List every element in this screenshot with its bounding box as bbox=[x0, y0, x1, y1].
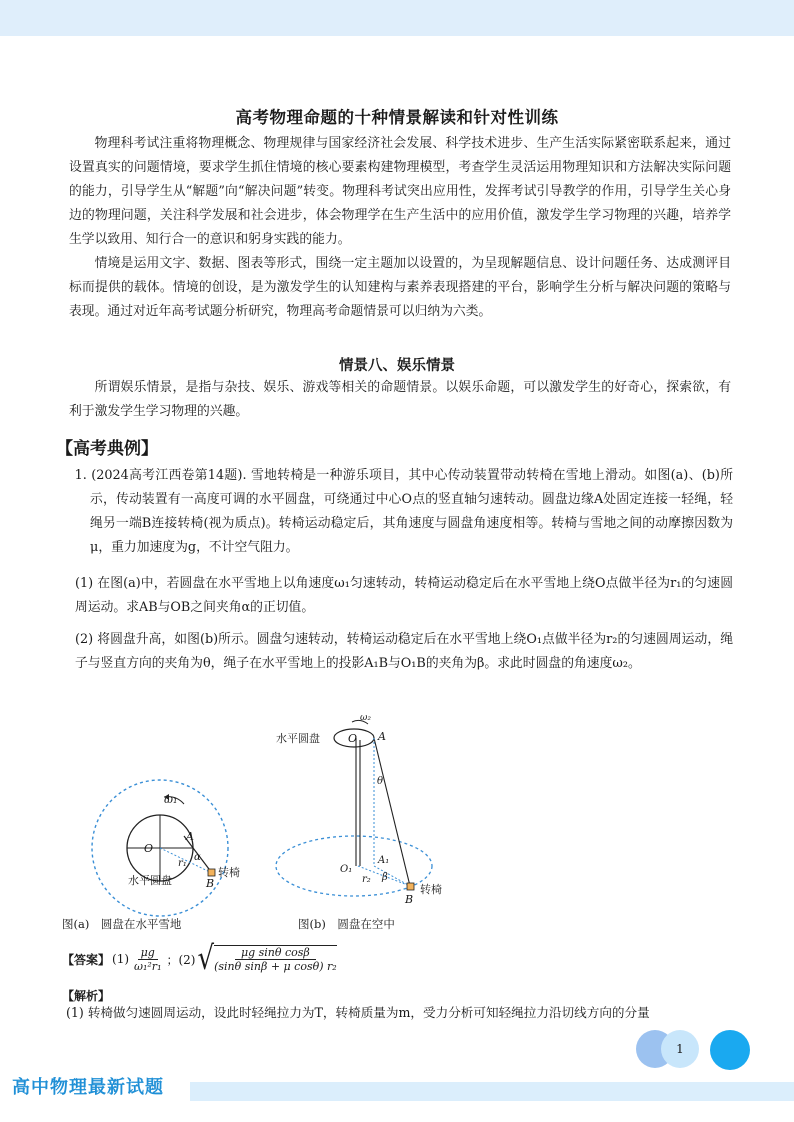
fig-a-a-label: A bbox=[186, 830, 194, 843]
fig-a-b-label: B bbox=[206, 877, 215, 890]
fig-b-a1-label: A₁ bbox=[378, 855, 390, 866]
fig-a-o-label: O bbox=[144, 842, 154, 855]
answer-fraction-1-den: ω₁²r₁ bbox=[134, 959, 162, 973]
fig-b-disk-label: 水平圆盘 bbox=[276, 732, 320, 745]
answer-fraction-2-den: (sinθ sinβ + μ cosθ) r₂ bbox=[214, 960, 337, 973]
answer-tag: 【答案】 bbox=[62, 952, 111, 967]
fig-b-beta-label: β bbox=[382, 872, 388, 883]
answer-fraction-1-num: μg bbox=[138, 946, 158, 960]
fig-b-omega-label: ω₂ bbox=[360, 713, 371, 723]
fig-a-caption: 图(a) 圆盘在水平雪地 bbox=[62, 917, 182, 931]
fig-a-r1-label: r₁ bbox=[178, 858, 187, 869]
footer-bar bbox=[190, 1082, 794, 1101]
page-decor-circle-right bbox=[710, 1030, 750, 1070]
fig-b-o1-label: O₁ bbox=[340, 864, 353, 875]
fig-b-caption: 图(b) 圆盘在空中 bbox=[298, 917, 395, 931]
question-stem: 1. (2024高考江西卷第14题). 雪地转椅是一种游乐项目，其中心传动装置带动转椅在雪地上滑动。如图(a)、(b)所示，传动装置有一高度可调的水平圆盘，可绕通过中心O点的竖直轴匀速转动。圆盘边缘A处固定连接一轻绳，轻绳另一端B连接转椅(视为质点)。转椅运动稳定后，其角速度与圆盘角速度相等。转椅与雪地之间的动摩擦因数为μ，重力加速度为g，不计空气阻力。 bbox=[74, 468, 733, 555]
fig-b-b-label: B bbox=[405, 893, 414, 906]
fig-b-a-label: A bbox=[378, 730, 386, 743]
page-number-badge bbox=[661, 1030, 699, 1068]
section-intro: 所谓娱乐情景，是指与杂技、娱乐、游戏等相关的命题情景。以娱乐命题，可以激发学生的好奇心，探索欲，有利于激发学生学习物理的兴趣。 bbox=[69, 380, 731, 419]
fig-b-theta-label: θ bbox=[377, 776, 384, 787]
page-number: 1 bbox=[676, 1042, 684, 1056]
intro-paragraph-1: 物理科考试注重将物理概念、物理规律与国家经济社会发展、科学技术进步、生产生活实际紧密联系起来，通过设置真实的问题情境，要求学生抓住情境的核心要素构建物理模型，考查学生灵活运用物理知识和方法解决实际问题的能力，引导学生从“解题”向“解决问题”转变。物理科考试突出应用性，发挥考试引导教学的作用，引导学生关心身边的物理问题，关注科学发展和社会进步，体会物理学在生产生活中的应用价值，激发学生学习物理的兴趣，培养学生学以致用、知行合一的意识和躬身实践的能力。 bbox=[69, 136, 731, 247]
analysis-tag: 【解析】 bbox=[62, 989, 111, 1003]
fig-a-chair-label: 转椅 bbox=[218, 866, 240, 879]
intro-paragraph-2: 情境是运用文字、数据、图表等形式，围绕一定主题加以设置的，为呈现解题信息、设计问题任务、达成测评目标而提供的载体。情境的创设，是为激发学生的认知建构与素养表现搭建的平台，影响学生分析与解决问题的策略与表现。通过对近年高考试题分析研究，物理高考命题情景可以归纳为六类。 bbox=[69, 256, 731, 319]
answer-part-1-label: (1) bbox=[112, 952, 130, 966]
sqrt-sign-icon: √ bbox=[197, 940, 215, 978]
section-title: 情景八、娱乐情景 bbox=[339, 357, 455, 374]
answer-separator: ；(2) bbox=[166, 952, 196, 967]
answer-fraction-1 bbox=[131, 946, 164, 973]
block-heading: 【高考典例】 bbox=[56, 439, 158, 459]
page-title: 高考物理命题的十种情景解读和针对性训练 bbox=[235, 108, 559, 127]
footer-brand: 高中物理最新试题 bbox=[12, 1077, 164, 1098]
answer-fraction-2-num: μg sinθ cosβ bbox=[235, 946, 316, 960]
header-band bbox=[0, 0, 794, 36]
figure-diagram bbox=[60, 700, 460, 940]
fig-a-disk-label: 水平圆盘 bbox=[128, 874, 172, 887]
question-part-2: (2) 将圆盘升高，如图(b)所示。圆盘匀速转动，转椅运动稳定后在水平雪地上绕O₁点做半径为r₂的匀速圆周运动，绳子与竖直方向的夹角为θ，绳子在水平雪地上的投影A₁B与O₁B的夹角为β。求此时圆盘的角速度ω₂。 bbox=[75, 632, 733, 671]
fig-a-alpha-label: α bbox=[194, 852, 201, 863]
fig-b-o-label: O bbox=[348, 732, 358, 745]
answer-line bbox=[62, 940, 337, 978]
answer-sqrt bbox=[197, 940, 337, 978]
fig-b-r2-label: r₂ bbox=[362, 874, 371, 885]
fig-a-omega-label: ω₁ bbox=[164, 793, 178, 806]
fig-b-chair-label: 转椅 bbox=[420, 883, 442, 896]
analysis-text: (1) 转椅做匀速圆周运动，设此时轻绳拉力为T，转椅质量为m，受力分析可知轻绳拉力沿切线方向的分量 bbox=[66, 1005, 650, 1020]
question-part-1: (1) 在图(a)中，若圆盘在水平雪地上以角速度ω₁匀速转动，转椅运动稳定后在水平雪地上绕O点做半径为r₁的匀速圆周运动。求AB与OB之间夹角α的正切值。 bbox=[75, 576, 733, 615]
